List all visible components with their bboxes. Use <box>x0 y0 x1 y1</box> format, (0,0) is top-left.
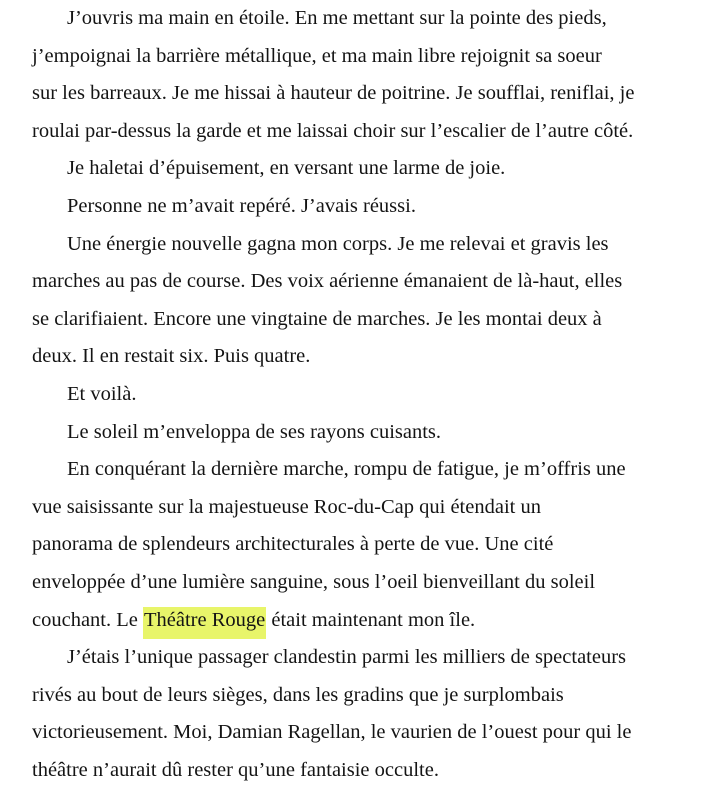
text-line: Et voilà. <box>67 382 137 405</box>
paragraph-4 <box>32 226 672 376</box>
text-line: victorieusement. Moi, Damian Ragellan, le vaurien de l’ouest pour qui le <box>32 721 632 744</box>
text-line: Le soleil m’enveloppa de ses rayons cuisants. <box>67 420 442 443</box>
text-segment: couchant. Le <box>32 608 143 631</box>
text-line: sur les barreaux. Je me hissai à hauteur de poitrine. Je soufflai, reniflai, je <box>32 82 635 105</box>
text-line: enveloppée d’une lumière sanguine, sous l’oeil bienveillant du soleil <box>32 570 596 593</box>
text-line: théâtre n’aurait dû rester qu’une fantaisie occulte. <box>32 758 439 781</box>
text-line: panorama de splendeurs architecturales à perte de vue. Une cité <box>32 533 554 556</box>
text-segment: était maintenant mon île. <box>266 608 476 631</box>
text-line: En conquérant la dernière marche, rompu de fatigue, je m’offris une <box>67 458 626 481</box>
paragraph-7 <box>32 451 672 639</box>
paragraph-1 <box>32 0 672 150</box>
text-line: marches au pas de course. Des voix aérienne émanaient de là-haut, elles <box>32 270 623 293</box>
document-page <box>32 0 672 789</box>
paragraph-5 <box>32 376 672 414</box>
highlighted-text[interactable]: Théâtre Rouge <box>143 607 266 639</box>
text-line: roulai par-dessus la garde et me laissai choir sur l’escalier de l’autre côté. <box>32 119 634 142</box>
paragraph-3 <box>32 188 672 226</box>
text-line: j’empoignai la barrière métallique, et ma main libre rejoignit sa soeur <box>32 44 602 67</box>
text-line: rivés au bout de leurs sièges, dans les gradins que je surplombais <box>32 683 564 706</box>
paragraph-8 <box>32 639 672 789</box>
paragraph-6 <box>32 414 672 452</box>
paragraph-2 <box>32 150 672 188</box>
text-line: J’ouvris ma main en étoile. En me mettant sur la pointe des pieds, <box>67 7 607 29</box>
text-line: Personne ne m’avait repéré. J’avais réussi. <box>67 194 416 217</box>
text-line <box>32 602 672 640</box>
text-line: vue saisissante sur la majestueuse Roc-du-Cap qui étendait un <box>32 495 541 518</box>
text-line: Je haletai d’épuisement, en versant une larme de joie. <box>67 157 506 180</box>
text-line: se clarifiaient. Encore une vingtaine de marches. Je les montai deux à <box>32 307 602 330</box>
text-line: Une énergie nouvelle gagna mon corps. Je me relevai et gravis les <box>67 232 609 255</box>
text-line: J’étais l’unique passager clandestin parmi les milliers de spectateurs <box>67 646 627 669</box>
text-line: deux. Il en restait six. Puis quatre. <box>32 345 311 368</box>
